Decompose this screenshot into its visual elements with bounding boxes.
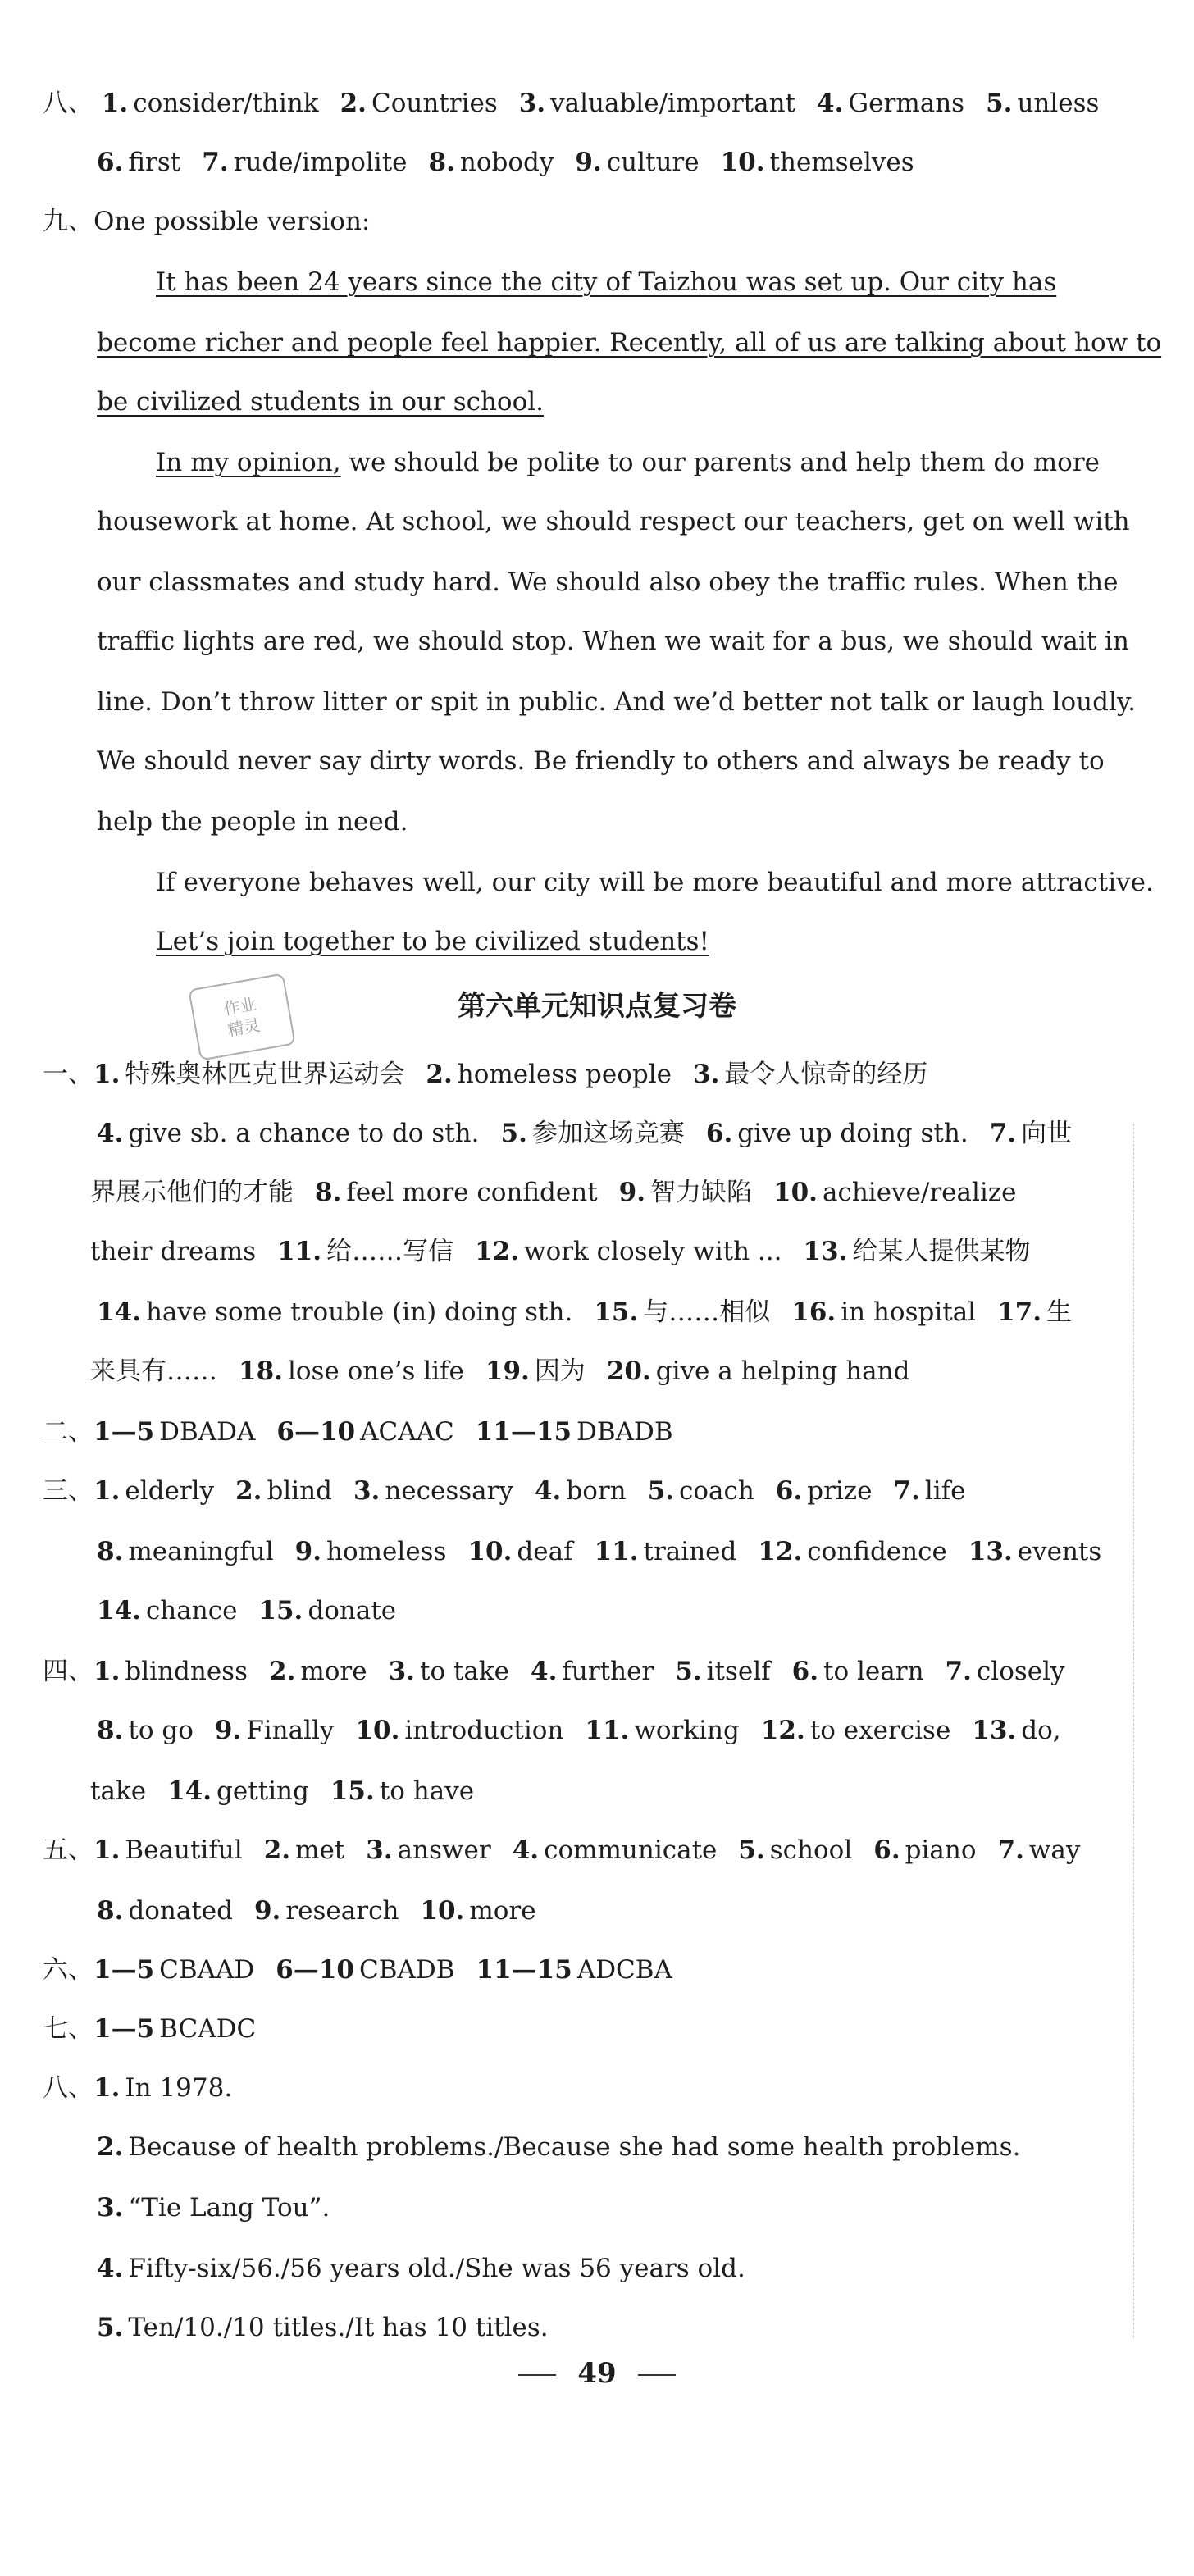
section-label: 七、 (43, 2014, 93, 2044)
section-label: 六、 (43, 1955, 93, 1985)
item-text: life (924, 1476, 966, 1506)
s8b-row (97, 2252, 745, 2285)
item-number: 4. (531, 1657, 558, 1686)
answer-list (90, 1178, 1017, 1207)
s1-row (97, 1296, 1072, 1329)
answer-list (97, 1119, 1072, 1148)
item-text: 给……写信 (326, 1237, 454, 1266)
stamp-text: 作业 (221, 993, 258, 1019)
item-number: 10. (420, 1896, 465, 1926)
item-text: feel more confident (346, 1178, 598, 1207)
item-number: 14. (167, 1776, 212, 1806)
item-text: DBADB (576, 1417, 673, 1447)
s8b-row (97, 2191, 330, 2224)
item-number: 11—15 (475, 1417, 572, 1447)
item-text: meaningful (128, 1537, 274, 1566)
item-text: Because of health problems./Because she had some health problems. (128, 2132, 1021, 2162)
item-number: 8. (315, 1178, 342, 1207)
item-number: 10. (720, 148, 765, 177)
answer-list (102, 89, 1100, 118)
answer-list (97, 1537, 1101, 1566)
item-text: chance (145, 1596, 238, 1625)
item-number: 17. (997, 1297, 1042, 1327)
essay-line: line. Don’t throw litter or spit in public. And we’d better not talk or laugh loudly. (97, 687, 1137, 717)
s5-row (97, 1894, 536, 1927)
item-text: unless (1017, 89, 1100, 118)
item-number: 13. (803, 1237, 848, 1266)
item-number: 9. (618, 1178, 646, 1207)
s1-row (97, 1117, 1072, 1150)
item-text: lose one’s life (287, 1356, 464, 1386)
answer-list (97, 1297, 1072, 1327)
unit-title: 第六单元知识点复习卷 (458, 990, 736, 1023)
item-text: 界展示他们的才能 (90, 1178, 294, 1207)
item-number: 19. (485, 1356, 530, 1386)
item-text: give up doing sth. (737, 1119, 968, 1148)
essay-line: housework at home. At school, we should respect our teachers, get on well with (97, 507, 1130, 536)
item-text: necessary (385, 1476, 513, 1506)
item-text: in hospital (841, 1297, 977, 1327)
item-number: 2. (269, 1657, 296, 1686)
item-number: 7. (945, 1657, 972, 1686)
answer-list (90, 1776, 474, 1806)
item-text: blind (267, 1476, 332, 1506)
item-text: take (90, 1776, 147, 1806)
section-label: 三、 (43, 1476, 93, 1506)
item-text: trained (643, 1537, 737, 1566)
item-number: 11—15 (476, 1955, 572, 1985)
item-text: nobody (459, 148, 554, 177)
item-number: 7. (997, 1835, 1024, 1865)
page-number: 49 (577, 2357, 617, 2390)
item-text: first (128, 148, 181, 177)
item-text: CBADB (359, 1955, 455, 1985)
item-text: closely (976, 1657, 1065, 1686)
essay-underlined: In my opinion, (156, 448, 341, 477)
item-number: 13. (972, 1716, 1017, 1745)
item-text: culture (606, 148, 700, 177)
item-text: to learn (823, 1657, 924, 1686)
item-text: 智力缺陷 (650, 1178, 753, 1207)
item-number: 5. (500, 1119, 527, 1148)
item-number: 4. (512, 1835, 540, 1865)
essay-line: It has been 24 years since the city of Taizhou was set up. Our city has (156, 267, 1057, 297)
item-text: consider/think (133, 89, 319, 118)
item-text: more (300, 1657, 367, 1686)
item-text: more (469, 1896, 536, 1926)
item-number: 5. (97, 2313, 124, 2342)
item-number: 6. (791, 1657, 819, 1686)
item-text: to take (419, 1657, 510, 1686)
item-number: 4. (97, 1119, 124, 1148)
item-number: 2. (97, 2132, 124, 2162)
item-number: 9. (294, 1537, 322, 1566)
item-text: Fifty-six/56./56 years old./She was 56 years old. (128, 2254, 745, 2283)
item-text: themselves (769, 148, 914, 177)
item-number: 9. (253, 1896, 281, 1926)
item-number: 15. (330, 1776, 375, 1806)
item-number: 6—10 (276, 1955, 354, 1985)
item-text: born (566, 1476, 627, 1506)
s3-row (43, 1475, 966, 1507)
footer-dash (638, 2374, 676, 2376)
item-number: 11. (594, 1537, 639, 1566)
item-text: Germans (848, 89, 965, 118)
answer-list (97, 148, 914, 177)
answer-list (93, 1417, 673, 1447)
item-text: achieve/realize (822, 1178, 1017, 1207)
item-text: answer (397, 1835, 491, 1865)
s8b-row (43, 2072, 232, 2104)
answer-list (93, 1476, 966, 1506)
item-number: 2. (426, 1060, 453, 1089)
s4-row (90, 1775, 474, 1808)
essay-line: We should never say dirty words. Be friendly to others and always be ready to (97, 746, 1105, 776)
margin-dashed-line (1133, 1124, 1134, 2337)
item-text: ADCBA (576, 1955, 672, 1985)
item-text: piano (905, 1835, 977, 1865)
item-number: 8. (428, 148, 455, 177)
item-text: way (1028, 1835, 1081, 1865)
item-text: In 1978. (125, 2073, 233, 2103)
item-number: 12. (758, 1537, 803, 1566)
item-text: blindness (125, 1657, 248, 1686)
answer-list (97, 1596, 396, 1625)
item-text: 因为 (534, 1356, 586, 1386)
item-number: 1. (93, 1835, 121, 1865)
item-text: events (1017, 1537, 1102, 1566)
s4-row (97, 1714, 1061, 1747)
item-number: 20. (606, 1356, 651, 1386)
item-text: introduction (404, 1716, 564, 1745)
item-number: 1. (93, 2073, 121, 2103)
item-text: 特殊奥林匹克世界运动会 (125, 1060, 405, 1089)
item-text: homeless (326, 1537, 447, 1566)
intro-text: One possible version: (93, 207, 371, 236)
item-number: 6. (873, 1835, 900, 1865)
item-text: confidence (807, 1537, 947, 1566)
stamp-text: 精灵 (226, 1014, 262, 1041)
item-number: 1. (93, 1657, 121, 1686)
item-text: work closely with ... (524, 1237, 782, 1266)
item-number: 16. (791, 1297, 836, 1327)
answer-list (93, 2014, 256, 2044)
item-number: 14. (97, 1297, 141, 1327)
s1-row (90, 1235, 1030, 1268)
item-number: 6. (97, 148, 124, 177)
item-number: 3. (693, 1060, 720, 1089)
essay-line: If everyone behaves well, our city will be more beautiful and more attractive. (156, 868, 1154, 897)
item-text: 生 (1046, 1297, 1073, 1327)
s1-row (90, 1176, 1017, 1209)
item-number: 5. (986, 89, 1013, 118)
section-label: 九、 (43, 207, 93, 236)
item-text: research (285, 1896, 399, 1926)
s1-row (90, 1355, 909, 1388)
item-text: getting (216, 1776, 309, 1806)
item-number: 3. (518, 89, 546, 118)
item-text: school (769, 1835, 853, 1865)
sec8-row1 (43, 87, 1099, 120)
item-text: DBADA (159, 1417, 256, 1447)
item-text: 参加这场竞赛 (531, 1119, 685, 1148)
item-number: 10. (773, 1178, 818, 1207)
item-text: working (634, 1716, 740, 1745)
item-number: 11. (585, 1716, 630, 1745)
item-number: 1. (93, 1060, 121, 1089)
item-number: 15. (258, 1596, 303, 1625)
item-text: “Tie Lang Tou”. (128, 2193, 330, 2223)
item-number: 7. (989, 1119, 1017, 1148)
item-number: 6. (775, 1476, 803, 1506)
item-text: 最令人惊奇的经历 (724, 1060, 928, 1089)
essay-line: our classmates and study hard. We should also obey the traffic rules. When the (97, 568, 1119, 597)
item-number: 14. (97, 1596, 141, 1625)
item-text: Finally (246, 1716, 335, 1745)
s1-row (43, 1058, 927, 1091)
item-text: itself (706, 1657, 771, 1686)
sec9-intro (43, 205, 370, 238)
footer-dash (518, 2374, 556, 2376)
item-number: 3. (388, 1657, 415, 1686)
item-number: 4. (817, 89, 844, 118)
item-number: 5. (675, 1657, 702, 1686)
answer-list (93, 1835, 1080, 1865)
essay-line (156, 446, 1100, 479)
item-number: 2. (263, 1835, 291, 1865)
essay-text: we should be polite to our parents and help them do more (340, 448, 1100, 477)
item-number: 4. (97, 2254, 124, 2283)
item-text: 来具有…… (90, 1356, 217, 1386)
item-number: 2. (235, 1476, 262, 1506)
item-text: CBAAD (159, 1955, 255, 1985)
page-footer (0, 2355, 1194, 2391)
item-text: Beautiful (125, 1835, 243, 1865)
s2-row (43, 1416, 673, 1448)
item-text: valuable/important (550, 89, 796, 118)
item-text: to have (379, 1776, 475, 1806)
item-text: Countries (371, 89, 498, 118)
item-text: homeless people (457, 1060, 672, 1089)
item-text: communicate (544, 1835, 718, 1865)
s6-row (43, 1954, 672, 1986)
s3-row (97, 1535, 1101, 1568)
item-text: 与……相似 (643, 1297, 771, 1327)
sec8-row2 (97, 146, 914, 179)
item-number: 10. (467, 1537, 513, 1566)
item-text: elderly (125, 1476, 215, 1506)
item-text: prize (807, 1476, 873, 1506)
item-number: 1—5 (93, 1955, 155, 1985)
section-label: 一、 (43, 1060, 93, 1089)
item-number: 18. (239, 1356, 283, 1386)
answer-list (97, 1716, 1061, 1745)
item-text: ACAAC (360, 1417, 454, 1447)
item-text: deaf (517, 1537, 573, 1566)
item-text: Ten/10./10 titles./It has 10 titles. (128, 2313, 549, 2342)
item-text: do, (1021, 1716, 1061, 1745)
item-number: 9. (575, 148, 602, 177)
section-label: 二、 (43, 1417, 93, 1447)
essay-line: be civilized students in our school. (97, 387, 545, 417)
item-text: their dreams (90, 1237, 257, 1266)
answer-list (93, 1657, 1065, 1686)
item-number: 8. (97, 1716, 124, 1745)
item-number: 1. (101, 89, 129, 118)
s4-row (43, 1655, 1065, 1688)
item-number: 3. (353, 1476, 381, 1506)
item-text: give a helping hand (655, 1356, 910, 1386)
item-number: 1—5 (93, 1417, 155, 1447)
item-number: 12. (475, 1237, 520, 1266)
answer-list (90, 1237, 1030, 1266)
s8b-row (97, 2131, 1020, 2163)
item-text: 给某人提供某物 (852, 1237, 1031, 1266)
item-text: further (562, 1657, 654, 1686)
answer-list (97, 1896, 536, 1926)
item-number: 4. (534, 1476, 562, 1506)
essay-line: help the people in need. (97, 807, 408, 837)
item-text: 向世 (1021, 1119, 1073, 1148)
item-number: 9. (214, 1716, 242, 1745)
item-text: give sb. a chance to do sth. (128, 1119, 480, 1148)
item-number: 7. (893, 1476, 920, 1506)
item-text: have some trouble (in) doing sth. (145, 1297, 573, 1327)
item-number: 8. (97, 1896, 124, 1926)
item-number: 8. (97, 1537, 124, 1566)
s8b-row (97, 2311, 549, 2344)
essay-line: become richer and people feel happier. Recently, all of us are talking about how to (97, 328, 1162, 358)
item-number: 5. (738, 1835, 765, 1865)
section-label: 四、 (43, 1657, 93, 1686)
item-number: 12. (760, 1716, 805, 1745)
item-number: 7. (202, 148, 229, 177)
item-text: to go (128, 1716, 194, 1745)
item-number: 11. (277, 1237, 322, 1266)
item-number: 15. (594, 1297, 639, 1327)
item-number: 6—10 (276, 1417, 356, 1447)
item-text: BCADC (159, 2014, 257, 2044)
item-number: 10. (355, 1716, 400, 1745)
answer-list (93, 1955, 672, 1985)
item-number: 1—5 (93, 2014, 155, 2044)
essay-line: Let’s join together to be civilized students! (156, 927, 710, 956)
section-label: 八、 (43, 89, 93, 118)
s5-row (43, 1834, 1080, 1867)
answer-list (90, 1356, 909, 1386)
item-number: 1. (93, 1476, 121, 1506)
item-number: 2. (340, 89, 367, 118)
s3-row (97, 1594, 396, 1627)
s7-row (43, 2013, 256, 2045)
item-number: 13. (968, 1537, 1013, 1566)
item-text: rude/impolite (233, 148, 408, 177)
essay-line: traffic lights are red, we should stop. When we wait for a bus, we should wait in (97, 627, 1129, 656)
item-text: to exercise (809, 1716, 951, 1745)
item-number: 6. (705, 1119, 733, 1148)
section-label: 八、 (43, 2073, 93, 2103)
section-label: 五、 (43, 1835, 93, 1865)
answer-list (93, 1060, 927, 1089)
item-number: 3. (97, 2193, 124, 2223)
item-text: met (295, 1835, 345, 1865)
item-text: donate (308, 1596, 397, 1625)
item-text: donated (128, 1896, 233, 1926)
item-text: coach (679, 1476, 754, 1506)
item-number: 5. (647, 1476, 675, 1506)
item-number: 3. (366, 1835, 393, 1865)
